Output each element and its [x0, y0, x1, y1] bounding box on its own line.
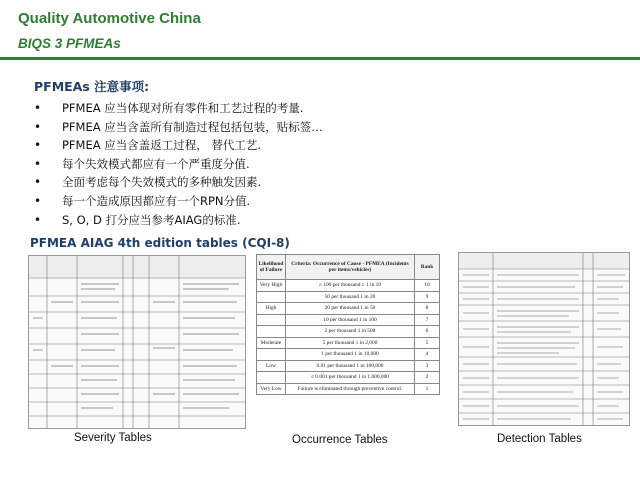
header-divider: [0, 57, 640, 60]
bullet-dot: •: [34, 175, 42, 190]
severity-table-image: [28, 255, 246, 429]
table-row: [257, 280, 440, 292]
rank-cell: 7: [415, 314, 440, 326]
criteria-cell: 5 per thousand 1 in 2,000: [286, 337, 415, 349]
table-row: [257, 291, 440, 303]
rank-cell: 9: [415, 291, 440, 303]
likelihood-cell: [257, 326, 286, 338]
criteria-cell: Failure is eliminated through preventive control.: [286, 383, 415, 395]
bullet-dot: •: [34, 193, 42, 208]
bullet-item: [34, 118, 323, 137]
detection-table-image: [458, 252, 630, 426]
bullet-dot: •: [34, 101, 42, 115]
bullet-item: [34, 211, 323, 230]
bullet-text: PFMEA 应当含盖所有制造过程包括包装，贴标签…: [62, 119, 323, 134]
rank-cell: 5: [415, 337, 440, 349]
table-row: [257, 337, 440, 349]
criteria-cell: ≥ 100 per thousand ≥ 1 in 10: [286, 280, 415, 292]
bullet-text: 全面考虑每个失效模式的多种触发因素.: [62, 175, 262, 190]
table-row: [257, 372, 440, 384]
likelihood-cell: Moderate: [257, 337, 286, 349]
criteria-cell: 2 per thousand 1 in 500: [286, 326, 415, 338]
detection-caption: Detection Tables: [497, 433, 582, 445]
bullet-item: [34, 155, 323, 174]
table-row: [257, 360, 440, 372]
table-row: [257, 303, 440, 315]
criteria-cell: 1 per thousand 1 in 10,000: [286, 349, 415, 361]
table-row: [257, 349, 440, 361]
bullet-dot: •: [34, 156, 42, 171]
criteria-cell: 10 per thousand 1 in 100: [286, 314, 415, 326]
bullet-dot: •: [34, 138, 42, 153]
bullet-text: S, O, D 打分应当参考AIAG的标准.: [62, 212, 241, 227]
likelihood-cell: Low: [257, 360, 286, 372]
bullet-item: [34, 136, 323, 155]
header-title: Quality Automotive China: [18, 10, 201, 27]
bullet-item: [34, 192, 323, 211]
rank-cell: 10: [415, 280, 440, 292]
likelihood-cell: High: [257, 303, 286, 315]
occurrence-table: [256, 254, 440, 395]
rank-cell: 2: [415, 372, 440, 384]
header-rank: Rank: [415, 255, 440, 280]
criteria-cell: 0.01 per thousand 1 in 100,000: [286, 360, 415, 372]
bullet-dot: •: [34, 119, 42, 134]
likelihood-cell: [257, 291, 286, 303]
criteria-cell: ≤ 0.001 per thousand 1 in 1,000,000: [286, 372, 415, 384]
bullet-text: PFMEA 应当含盖返工过程， 替代工艺.: [62, 138, 262, 153]
detection-table-grid: [459, 253, 629, 425]
bullet-item: [34, 173, 323, 192]
criteria-cell: 50 per thousand 1 in 20: [286, 291, 415, 303]
severity-table-grid: [29, 256, 245, 428]
rank-cell: 8: [415, 303, 440, 315]
header-likelihood: Likelihood of Failure: [257, 255, 286, 280]
severity-caption: Severity Tables: [74, 432, 152, 444]
rank-cell: 6: [415, 326, 440, 338]
likelihood-cell: [257, 349, 286, 361]
table-row: [257, 383, 440, 395]
section-title: PFMEAs 注意事项:: [34, 79, 150, 94]
occurrence-header-row: [257, 255, 440, 280]
aiag-title: PFMEA AIAG 4th edition tables (CQI-8): [30, 236, 290, 250]
likelihood-cell: Very Low: [257, 383, 286, 395]
header-criteria: Criteria: Occurrence of Cause - PFMEA (Incidents per items/vehicles): [286, 255, 415, 280]
criteria-cell: 20 per thousand 1 in 50: [286, 303, 415, 315]
bullet-text: PFMEA 应当体现对所有零件和工艺过程的考量.: [62, 101, 304, 115]
bullet-dot: •: [34, 212, 42, 227]
bullet-text: 每个失效模式都应有一个严重度分值.: [62, 156, 250, 171]
bullet-list: [34, 99, 323, 229]
likelihood-cell: [257, 314, 286, 326]
likelihood-cell: Very High: [257, 280, 286, 292]
table-row: [257, 314, 440, 326]
occurrence-caption: Occurrence Tables: [292, 434, 388, 446]
bullet-item: [34, 99, 323, 118]
likelihood-cell: [257, 372, 286, 384]
rank-cell: 3: [415, 360, 440, 372]
bullet-text: 每一个造成原因都应有一个RPN分值.: [62, 193, 251, 208]
table-row: [257, 326, 440, 338]
rank-cell: 1: [415, 383, 440, 395]
rank-cell: 4: [415, 349, 440, 361]
header-subtitle: BIQS 3 PFMEAs: [18, 36, 121, 51]
